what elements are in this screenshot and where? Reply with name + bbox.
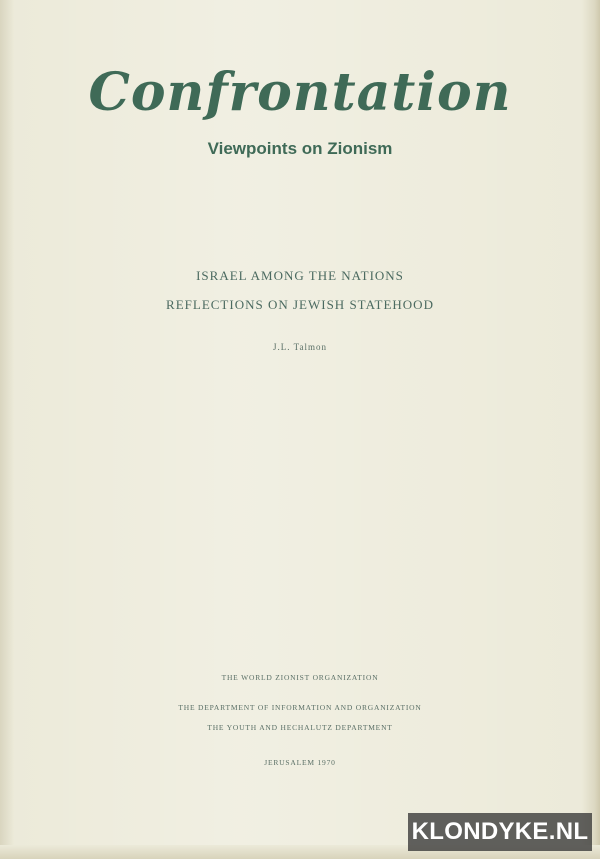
cover-title: Confrontation xyxy=(88,62,512,123)
watermark-logo xyxy=(408,813,592,851)
author-name: J.L. Talmon xyxy=(273,342,327,352)
watermark-text: KLONDYKE.NL xyxy=(411,818,589,845)
publisher-line-2: THE DEPARTMENT OF INFORMATION AND ORGANIZATION xyxy=(178,703,422,712)
publication-place-year: JERUSALEM 1970 xyxy=(264,758,336,767)
cover-subtitle: Viewpoints on Zionism xyxy=(207,139,393,158)
heading-line-1: ISRAEL AMONG THE NATIONS xyxy=(196,268,404,283)
heading-line-2: REFLECTIONS ON JEWISH STATEHOOD xyxy=(166,297,434,312)
publisher-line-1: THE WORLD ZIONIST ORGANIZATION xyxy=(221,673,379,682)
publisher-line-3: THE YOUTH AND HECHALUTZ DEPARTMENT xyxy=(207,723,393,732)
